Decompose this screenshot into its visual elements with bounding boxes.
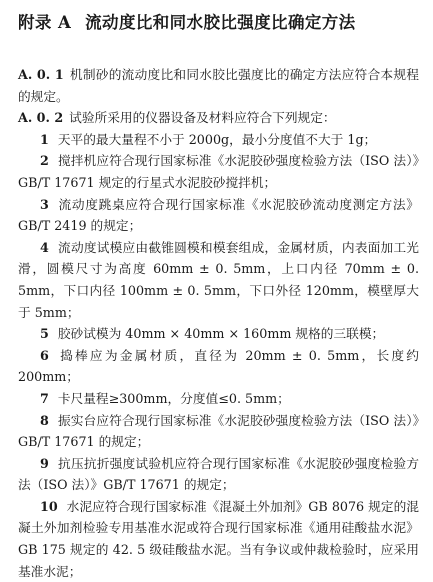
item-text: 胶砂试模为 40mm × 40mm × 160mm 规格的三联模； [57,326,385,342]
item-text: 水泥应符合现行国家标准《混凝土外加剂》GB 8076 规定的混凝土外加剂检验专用基准水泥或符合现行国家标准《通用硅酸盐水泥》GB 175 规定的 42. 5 级硅酸盐水泥。当有争议或仲裁检验时，应采用基准水泥； [18,498,419,579]
item-number: 5 [40,326,49,342]
item-text: 天平的最大量程不小于 2000g，最小分度值不大于 1g； [57,131,377,147]
list-item-10 [18,496,419,582]
clause-text: 机制砂的流动度比和同水胶比强度比的确定方法应符合本规程的规定。 [18,67,419,104]
item-text: 流动度试模应由截锥圆模和模套组成，金属材质，内表面加工光滑，圆模尺寸为高度 60mm ± 0. 5mm，上口内径 70mm ± 0. 5mm，下口内径 100mm ± 0. 5mm，下口外径 120mm，模壁厚大于 5mm； [18,239,419,320]
appendix-label: 附录 A [18,13,72,32]
clause-number: A. 0. 2 [18,110,64,126]
document-body [18,64,419,582]
list-item-3 [18,194,419,237]
item-number: 9 [40,455,49,471]
item-text: 抗压抗折强度试验机应符合现行国家标准《水泥胶砂强度检验方法（ISO 法）》GB/T 17671 的规定； [18,455,419,493]
item-number: 6 [40,347,49,363]
item-text: 卡尺量程≥300mm，分度值≤0. 5mm； [57,390,290,406]
list-item-1 [18,129,419,151]
list-item-4 [18,237,419,323]
item-text: 流动度跳桌应符合现行国家标准《水泥胶砂流动度测定方法》GB/T 2419 的规定； [18,196,419,234]
clause-a02 [18,107,419,129]
list-item-5 [18,323,419,345]
item-number: 7 [40,390,49,406]
list-item-2 [18,150,419,193]
item-number: 2 [40,153,49,169]
appendix-heading [18,12,419,34]
item-number: 10 [40,498,58,514]
clause-number: A. 0. 1 [18,67,64,82]
item-number: 8 [40,412,49,428]
appendix-title: 流动度比和同水胶比强度比确定方法 [85,13,356,32]
list-item-7 [18,388,419,410]
clause-a01 [18,64,419,107]
list-item-8 [18,410,419,453]
item-text: 搅拌机应符合现行国家标准《水泥胶砂强度检验方法（ISO 法）》GB/T 17671 规定的行星式水泥胶砂搅拌机； [18,153,419,190]
item-text: 振实台应符合现行国家标准《水泥胶砂强度检验方法（ISO 法）》GB/T 17671 的规定； [18,412,419,450]
list-item-6 [18,345,419,388]
item-number: 1 [40,131,49,147]
clause-text: 试验所采用的仪器设备及材料应符合下列规定： [69,110,336,126]
item-number: 3 [40,196,49,212]
list-item-9 [18,453,419,496]
item-text: 捣棒应为金属材质，直径为 20mm ± 0. 5mm，长度约 200mm； [18,347,419,385]
item-number: 4 [40,239,49,255]
